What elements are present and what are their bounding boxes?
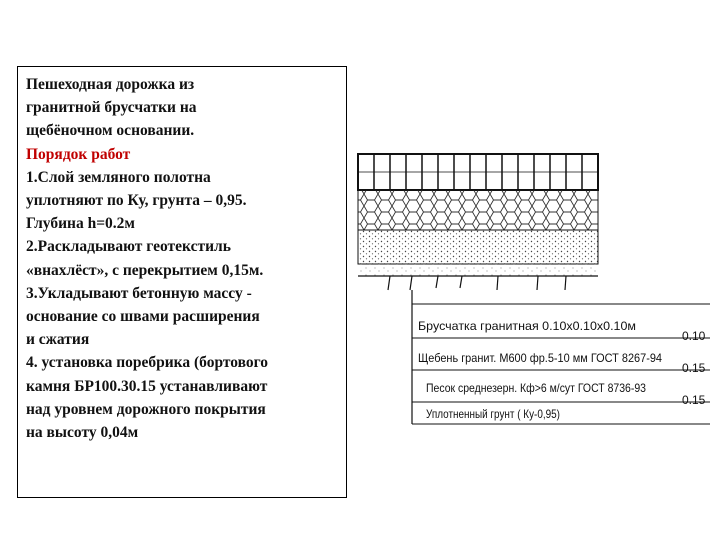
legend-soil-label: Уплотненный грунт ( Ку-0,95): [426, 407, 560, 421]
title-line-3: щебёночном основании.: [26, 122, 195, 140]
step-3-line-3: и сжатия: [26, 331, 90, 349]
layer-legend-table: [412, 290, 710, 424]
title-line-1: Пешеходная дорожка из: [26, 76, 195, 93]
step-2-line-2: «внахлёст», с перекрытием 0,15м.: [26, 261, 264, 279]
legend-paving-label: Брусчатка гранитная 0.10х0.10х0.10м: [418, 319, 636, 333]
step-1-line-1: 1.Слой земляного полотна: [26, 168, 211, 186]
step-3-line-1: 3.Укладывают бетонную массу -: [26, 284, 252, 302]
step-3-line-2: основание со швами расширения: [26, 308, 260, 326]
title-line-2: гранитной брусчатки на: [26, 99, 197, 117]
step-1-line-3: Глубина h=0.2м: [26, 215, 135, 233]
pavement-cross-section-diagram: [350, 140, 720, 430]
compacted-soil-marks: [388, 276, 566, 290]
paving-stone-layer: [358, 154, 598, 190]
legend-sand-thickness: 0.15: [682, 393, 706, 407]
step-1-line-2: уплотняют по Ку, грунта – 0,95.: [26, 192, 247, 210]
legend-paving-thickness: 0.10: [682, 329, 706, 343]
step-4-line-1: 4. установка поребрика (бортового: [26, 354, 269, 372]
section-heading: Порядок работ: [26, 145, 131, 163]
cross-section-svg: [350, 140, 720, 430]
legend-crushed-stone-thickness: 0.15: [682, 361, 706, 375]
crushed-stone-layer: [358, 190, 598, 230]
legend-sand-label: Песок среднезерн. Кф>6 м/сут ГОСТ 8736-93: [426, 381, 647, 395]
step-4-line-4: на высоту 0,04м: [26, 424, 139, 442]
work-order-text-box: [17, 66, 347, 498]
step-2-line-1: 2.Раскладывают геотекстиль: [26, 238, 231, 256]
legend-crushed-stone-label: Щебень гранит. М600 фр.5-10 мм ГОСТ 8267-94: [418, 351, 663, 365]
step-4-line-3: над уровнем дорожного покрытия: [26, 400, 266, 418]
step-4-line-2: камня БР100.30.15 устанавливают: [26, 377, 268, 395]
sand-layer: [358, 230, 598, 276]
